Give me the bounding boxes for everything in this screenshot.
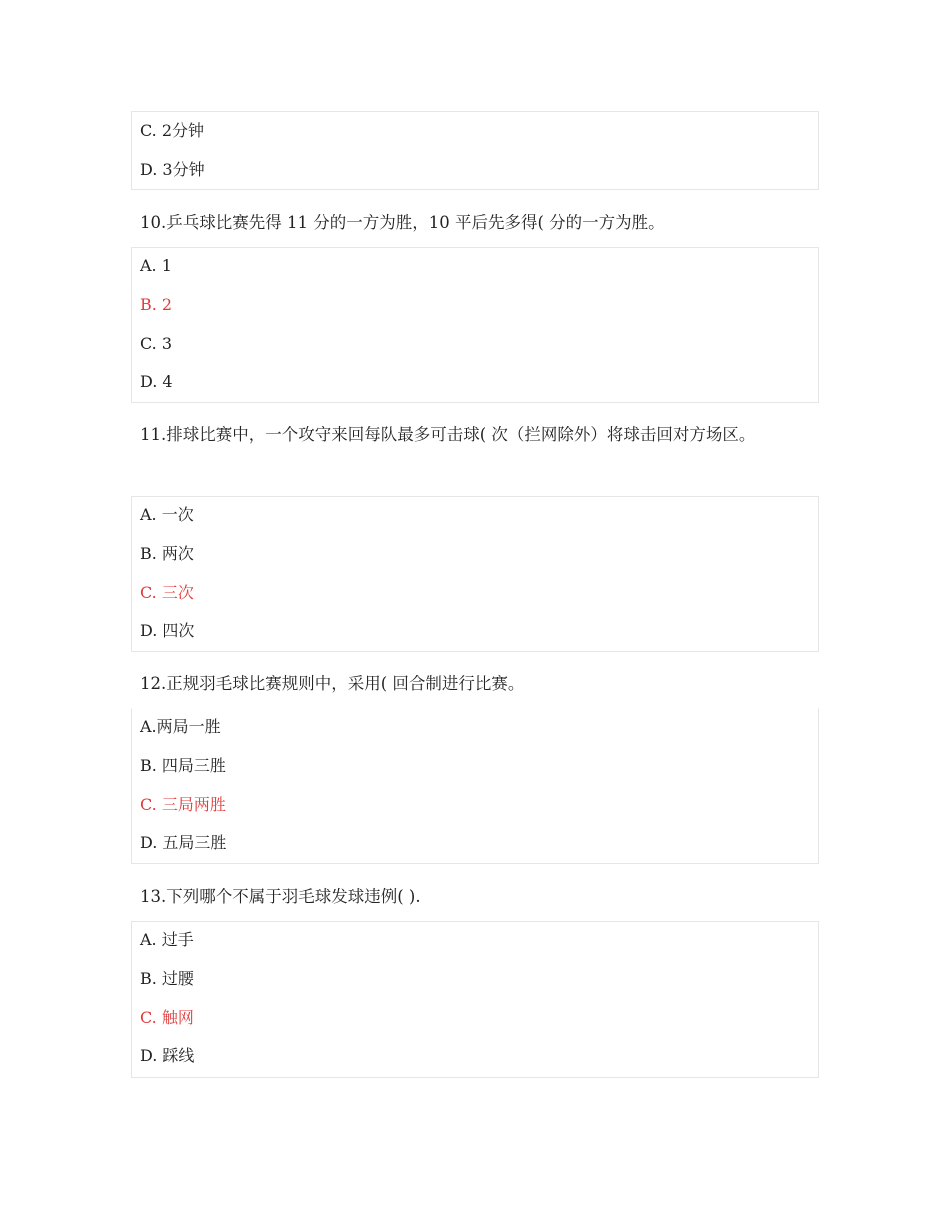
q9-options-box <box>131 111 819 190</box>
q13-options-box <box>131 921 819 1078</box>
q9-option-c[interactable]: C. 2分钟 <box>140 121 205 140</box>
q12-option-a[interactable]: A.两局一胜 <box>140 717 221 736</box>
q12-option-b[interactable]: B. 四局三胜 <box>140 756 226 775</box>
q11-option-a[interactable]: A. 一次 <box>140 505 194 524</box>
q10-option-a[interactable]: A. 1 <box>140 256 172 275</box>
q10-question-text: 10.乒乓球比赛先得 11 分的一方为胜，10 平后先多得( 分的一方为胜。 <box>140 213 665 232</box>
q13-option-b[interactable]: B. 过腰 <box>140 969 194 988</box>
q9-option-d[interactable]: D. 3分钟 <box>140 160 205 179</box>
q12-option-d[interactable]: D. 五局三胜 <box>140 833 227 852</box>
q11-option-c[interactable]: C. 三次 <box>140 583 194 602</box>
q13-option-a[interactable]: A. 过手 <box>140 930 194 949</box>
q12-options-box <box>131 708 819 864</box>
q13-question-text: 13.下列哪个不属于羽毛球发球违例( ). <box>140 887 421 906</box>
q11-option-d[interactable]: D. 四次 <box>140 621 195 640</box>
q11-option-b[interactable]: B. 两次 <box>140 544 194 563</box>
q12-option-c[interactable]: C. 三局两胜 <box>140 795 226 814</box>
q12-question-text: 12.正规羽毛球比赛规则中，采用( 回合制进行比赛。 <box>140 674 525 693</box>
q10-options-box <box>131 247 819 403</box>
q11-options-box <box>131 496 819 652</box>
q10-option-d[interactable]: D. 4 <box>140 372 173 391</box>
q10-option-b[interactable]: B. 2 <box>140 295 173 314</box>
q10-option-c[interactable]: C. 3 <box>140 334 173 353</box>
q11-question-text: 11.排球比赛中，一个攻守来回每队最多可击球( 次（拦网除外）将球击回对方场区。 <box>140 425 756 444</box>
q13-option-d[interactable]: D. 踩线 <box>140 1046 195 1065</box>
q13-option-c[interactable]: C. 触网 <box>140 1008 194 1027</box>
